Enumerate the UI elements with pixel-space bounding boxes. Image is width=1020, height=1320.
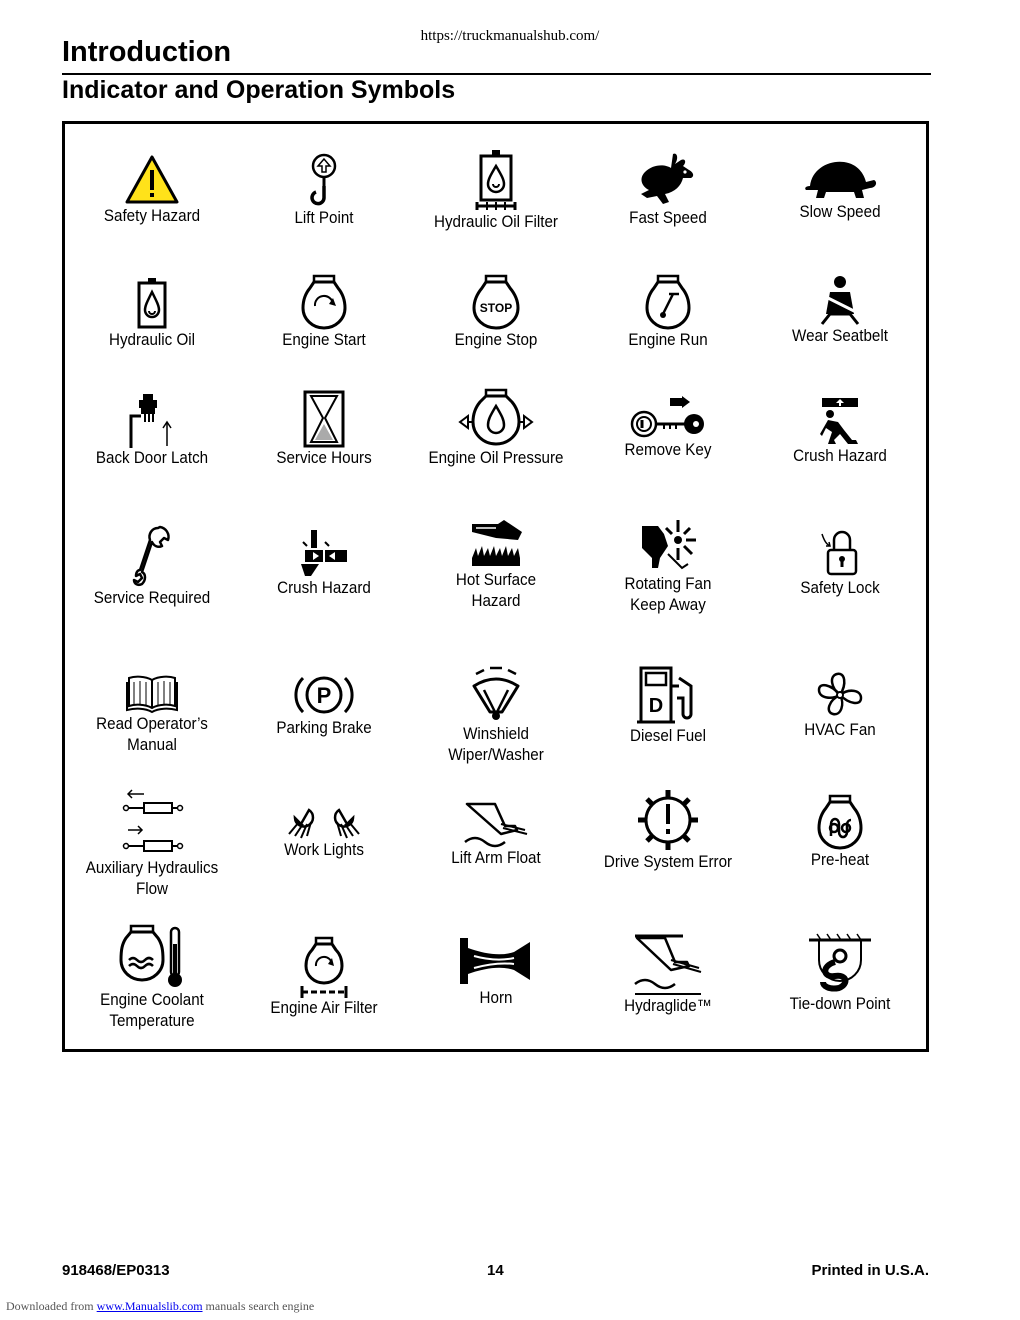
symbol-label: Work Lights [284, 841, 364, 859]
hydraglide-icon [631, 932, 705, 996]
engine-run-icon [645, 274, 691, 330]
source-url: https://truckmanualshub.com/ [420, 28, 600, 44]
symbol-cell [410, 388, 582, 469]
symbols-panel [62, 121, 929, 1052]
manualslib-link[interactable]: www.Manualslib.com [96, 1299, 203, 1313]
svg-text:D: D [648, 695, 664, 717]
symbol-cell [66, 276, 238, 351]
oil-pressure-icon [456, 388, 536, 448]
turtle-icon [802, 156, 878, 202]
work-lights-icon [285, 800, 363, 840]
lift-hook-icon [304, 152, 344, 208]
symbol-cell [754, 528, 926, 599]
parking-brake-icon [291, 672, 357, 718]
symbol-cell [238, 152, 410, 229]
wrench-icon [132, 524, 172, 588]
symbol-label: Winshield Wiper/Washer [448, 725, 544, 764]
symbol-label: Engine Air Filter [270, 999, 378, 1017]
symbol-cell [238, 390, 410, 469]
symbol-cell [582, 150, 754, 229]
remove-key-icon [630, 396, 706, 440]
symbol-cell [410, 274, 582, 351]
svg-text:P: P [316, 683, 332, 708]
preheat-icon [817, 794, 863, 850]
symbol-cell [754, 670, 926, 741]
symbol-label: Read Operator’s Manual [96, 715, 208, 754]
symbol-cell [582, 518, 754, 616]
symbol-cell [582, 932, 754, 1017]
symbol-cell [582, 396, 754, 461]
title-divider [62, 73, 931, 75]
section-title: Indicator and Operation Symbols [62, 76, 456, 104]
door-latch-icon [127, 392, 177, 448]
symbol-label: Slow Speed [799, 203, 881, 221]
hot-surface-icon [468, 518, 524, 570]
symbol-label: Lift Point [294, 209, 354, 227]
symbol-cell [238, 274, 410, 351]
crush-hazard-person-icon [818, 396, 862, 446]
hourglass-icon [303, 390, 345, 448]
symbol-label: Fast Speed [629, 209, 707, 227]
coolant-temp-icon [119, 924, 185, 990]
symbol-cell [66, 674, 238, 756]
symbol-label: Crush Hazard [793, 447, 887, 465]
symbol-cell [582, 664, 754, 747]
seatbelt-icon [816, 274, 864, 326]
symbol-cell [238, 800, 410, 861]
symbol-label: Rotating Fan Keep Away [624, 575, 712, 614]
symbol-label: Engine Stop [454, 331, 538, 349]
symbol-label: Safety Hazard [103, 207, 201, 225]
symbol-label: HVAC Fan [804, 721, 876, 739]
symbol-label: Hot Surface Hazard [455, 571, 537, 610]
diesel-pump-icon [637, 664, 699, 726]
symbol-label: Drive System Error [603, 853, 733, 871]
book-icon [125, 674, 179, 714]
air-filter-icon [298, 936, 350, 998]
download-banner [6, 1299, 314, 1314]
engine-stop-icon [471, 274, 521, 330]
tie-down-icon [805, 932, 875, 994]
symbol-label: Auxiliary Hydraulics Flow [85, 859, 219, 898]
symbol-cell [582, 274, 754, 351]
symbol-label: Back Door Latch [95, 449, 209, 467]
symbol-label: Hydraulic Oil Filter [434, 213, 558, 231]
symbol-label: Crush Hazard [277, 579, 371, 597]
symbol-cell [66, 524, 238, 609]
aux-hydraulics-icon [120, 788, 184, 858]
symbol-cell [66, 154, 238, 227]
symbol-cell [582, 788, 754, 873]
engine-start-icon [301, 274, 347, 330]
symbol-cell [410, 934, 582, 1009]
symbol-label: Engine Coolant Temperature [100, 991, 204, 1030]
wiper-washer-icon [468, 664, 524, 724]
symbol-label: Lift Arm Float [451, 849, 541, 867]
symbol-label: Service Hours [276, 449, 372, 467]
symbol-cell [238, 528, 410, 599]
symbol-label: Engine Run [628, 331, 708, 349]
symbol-cell [754, 932, 926, 1015]
symbol-label: Hydraglide™ [624, 997, 712, 1015]
symbol-cell [238, 672, 410, 739]
hydraulic-oil-icon [135, 276, 169, 330]
symbol-label: Horn [479, 989, 513, 1007]
symbol-label: Engine Start [282, 331, 366, 349]
symbol-cell [410, 518, 582, 612]
symbol-label: Pre-heat [810, 851, 870, 869]
symbol-label: Remove Key [624, 441, 712, 459]
symbol-label: Parking Brake [276, 719, 372, 737]
symbol-cell [754, 396, 926, 467]
symbol-cell [66, 788, 238, 900]
padlock-icon [820, 528, 860, 578]
symbol-label: Tie-down Point [789, 995, 891, 1013]
printed-note: Printed in U.S.A. [811, 1262, 929, 1279]
fan-icon [815, 670, 865, 720]
symbol-cell [754, 274, 926, 347]
symbol-cell [410, 800, 582, 869]
symbol-cell [410, 664, 582, 766]
symbol-label: Safety Lock [800, 579, 880, 597]
symbol-label: Hydraulic Oil [108, 331, 196, 349]
symbol-label: Wear Seatbelt [792, 327, 888, 345]
lift-arm-float-icon [461, 800, 531, 848]
symbol-cell [754, 156, 926, 223]
drive-system-error-icon [636, 788, 700, 852]
page-number: 14 [487, 1262, 504, 1279]
hydraulic-oil-filter-icon [473, 148, 519, 212]
crush-hazard-hand-icon [299, 528, 349, 578]
symbol-label: Diesel Fuel [630, 727, 706, 745]
symbol-cell [410, 148, 582, 233]
page-title: Introduction [62, 36, 232, 68]
rabbit-icon [635, 150, 701, 208]
svg-text:STOP: STOP [479, 301, 513, 315]
horn-icon [456, 934, 536, 988]
doc-number: 918468/EP0313 [62, 1262, 170, 1279]
symbol-label: Service Required [93, 589, 211, 607]
download-prefix: Downloaded from [6, 1299, 94, 1313]
rotating-fan-icon [638, 518, 698, 574]
symbol-cell [238, 936, 410, 1019]
symbol-cell [66, 392, 238, 469]
symbol-cell [754, 794, 926, 871]
download-suffix: manuals search engine [205, 1299, 315, 1313]
symbol-cell [66, 924, 238, 1032]
symbol-label: Engine Oil Pressure [428, 449, 564, 467]
warning-triangle-icon [124, 154, 180, 206]
